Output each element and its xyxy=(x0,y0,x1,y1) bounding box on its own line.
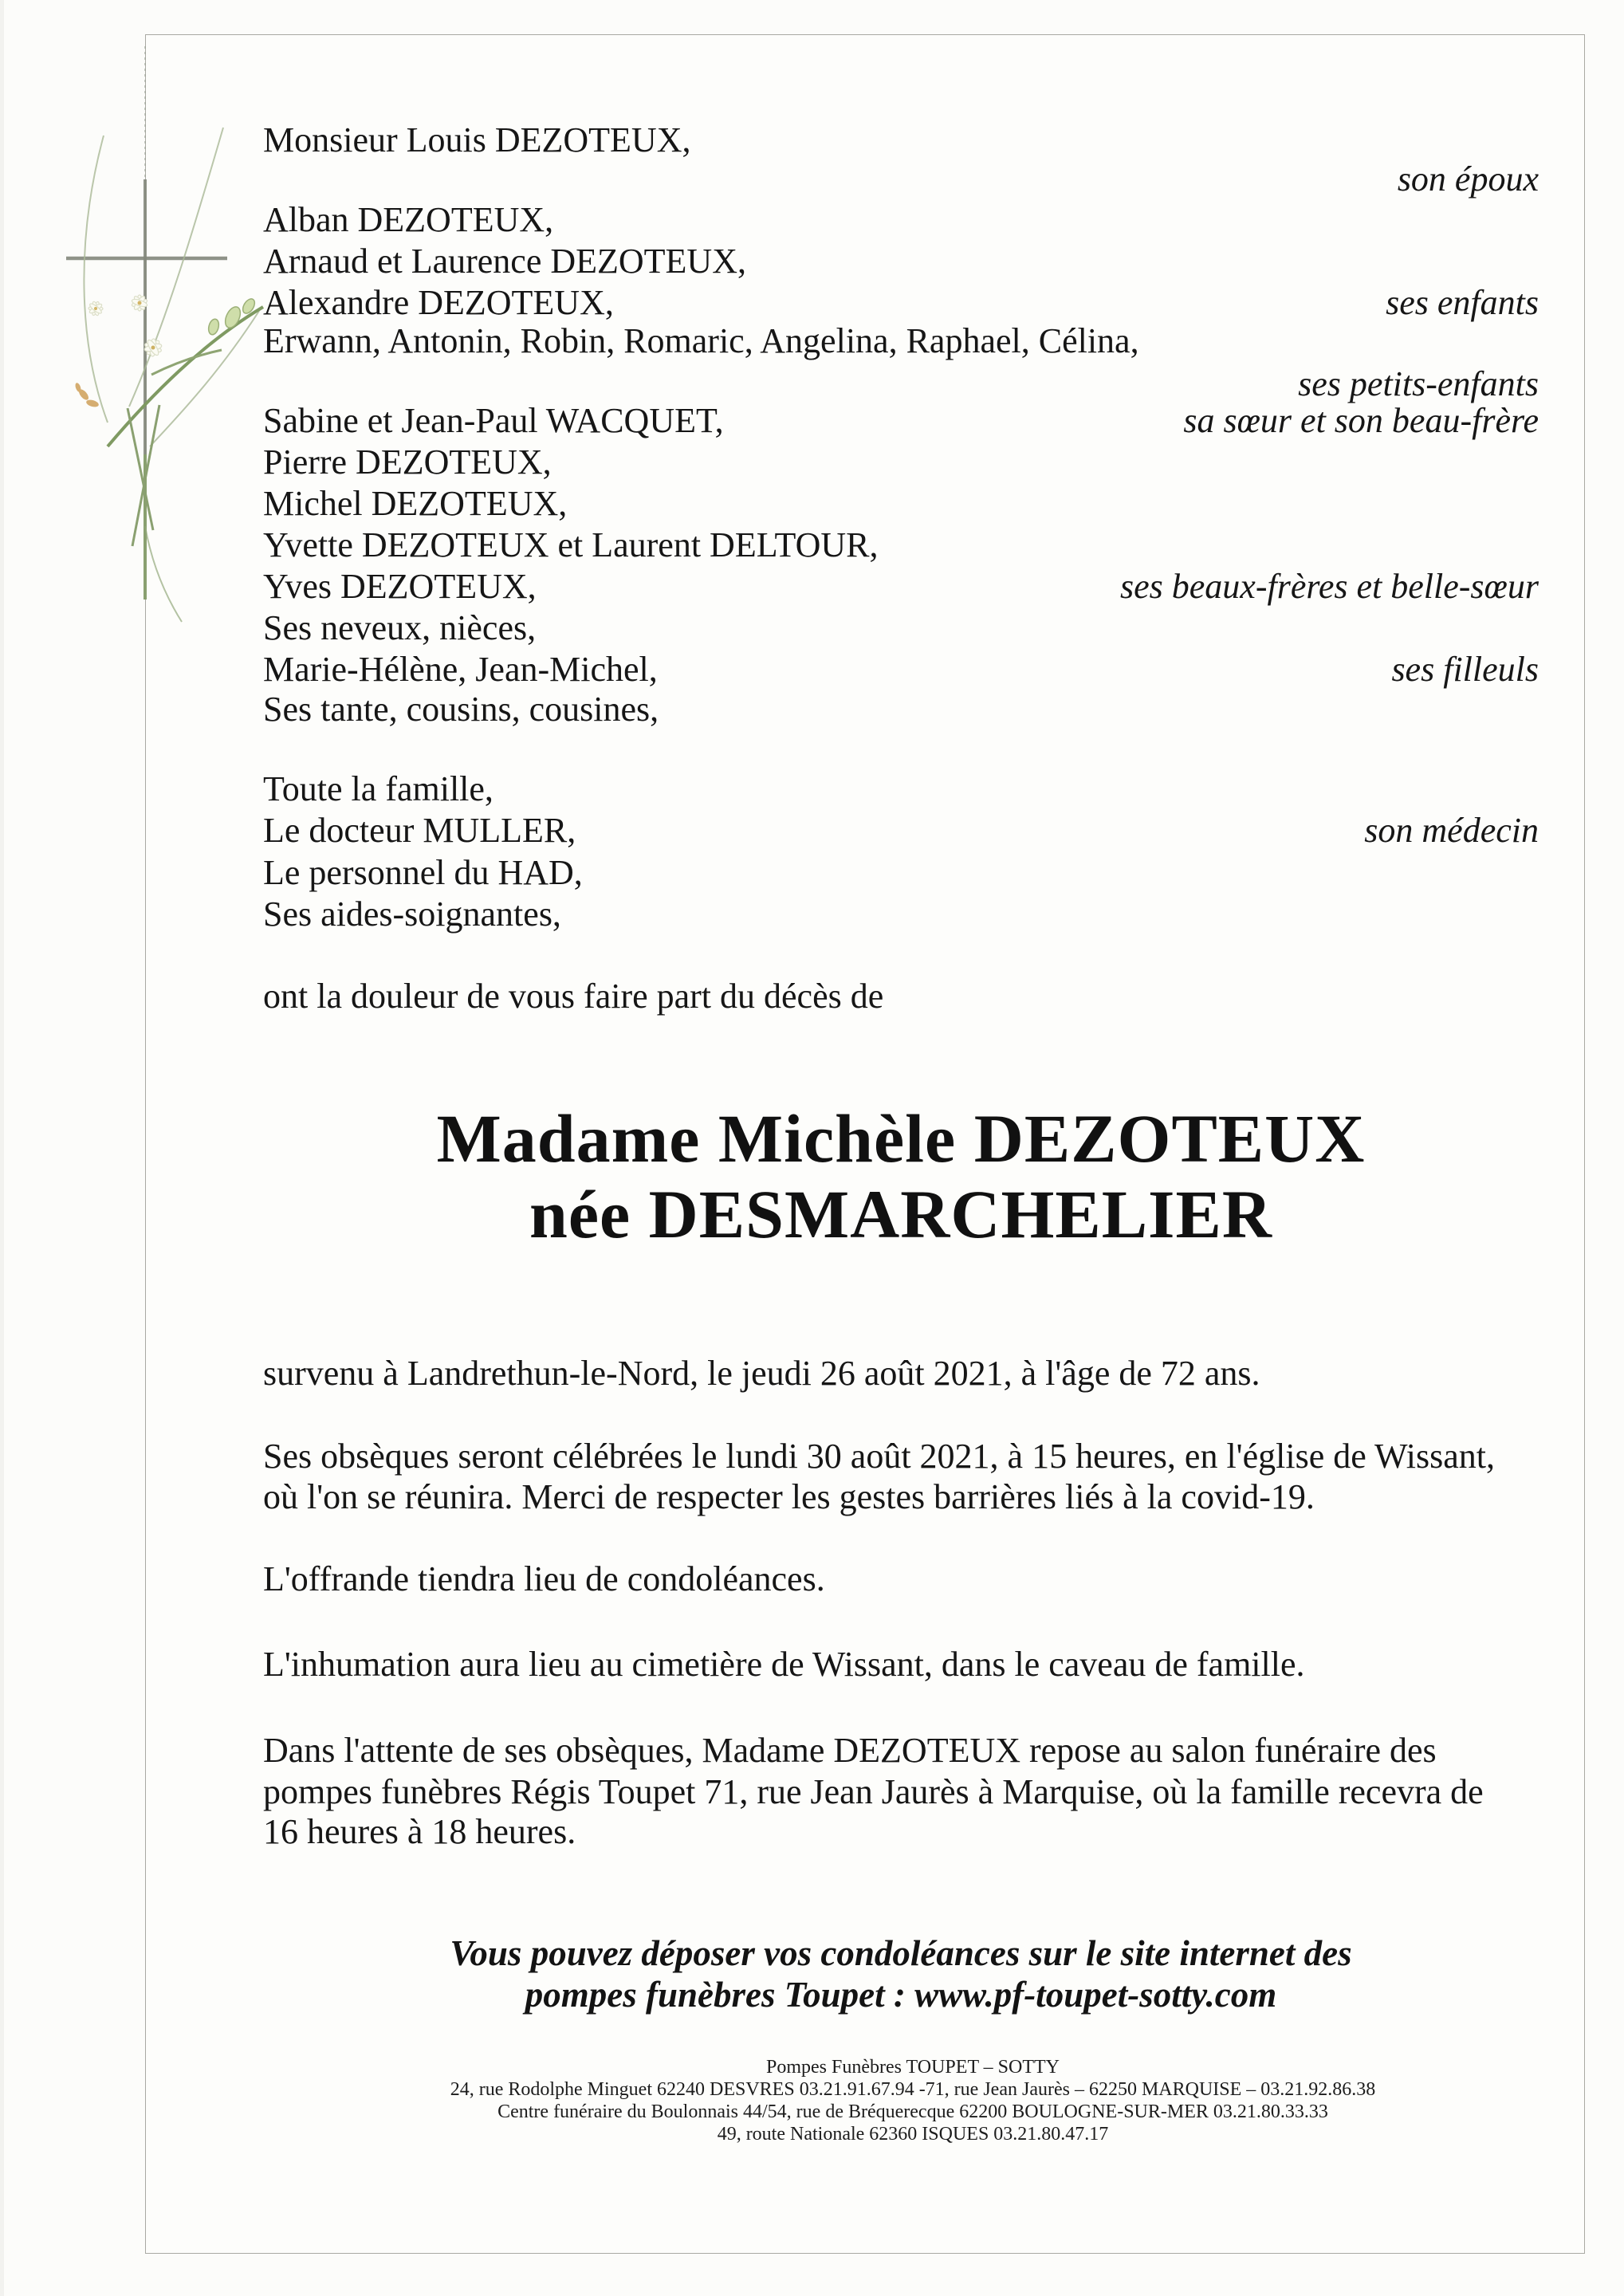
funeral-details-line: où l'on se réunira. Merci de respecter les gestes barrières liés à la covid-19. xyxy=(263,1477,1315,1516)
family-line xyxy=(263,770,1539,808)
family-line xyxy=(263,609,1539,647)
burial-line: L'inhumation aura lieu au cimetière de Wissant, dans le caveau de famille. xyxy=(263,1645,1305,1684)
deceased-maiden-name: née DESMARCHELIER xyxy=(529,1176,1272,1252)
family-member: Ses aides-soignantes, xyxy=(263,894,561,934)
family-line xyxy=(263,526,1539,564)
family-line xyxy=(263,201,1539,239)
relation-label: ses filleuls xyxy=(1391,650,1539,689)
family-line xyxy=(263,895,1539,934)
family-line xyxy=(263,651,1539,689)
family-member: Pierre DEZOTEUX, xyxy=(263,442,552,482)
family-line xyxy=(263,160,1539,199)
deceased-name: Madame Michèle DEZOTEUX xyxy=(436,1100,1366,1177)
repose-line: pompes funèbres Régis Toupet 71, rue Jean Jaurès à Marquise, où la famille recevra de xyxy=(263,1772,1484,1811)
family-member: Erwann, Antonin, Robin, Romaric, Angelina, Raphael, Célina, xyxy=(263,321,1139,360)
family-line xyxy=(263,443,1539,482)
family-line xyxy=(263,568,1539,606)
family-line xyxy=(263,402,1539,440)
family-line xyxy=(263,365,1539,403)
funeral-home-address: 49, route Nationale 62360 ISQUES 03.21.80.47.17 xyxy=(717,2124,1109,2145)
funeral-home-address: 24, rue Rodolphe Minguet 62240 DESVRES 03.21.91.67.94 -71, rue Jean Jaurès – 62250 MARQUISE – 03.21.92.86.38 xyxy=(450,2079,1376,2100)
family-line xyxy=(263,485,1539,523)
family-member: Yves DEZOTEUX, xyxy=(263,567,537,606)
death-details-line: survenu à Landrethun-le-Nord, le jeudi 26 août 2021, à l'âge de 72 ans. xyxy=(263,1354,1260,1393)
family-member: Michel DEZOTEUX, xyxy=(263,484,568,523)
funeral-home-name: Pompes Funèbres TOUPET – SOTTY xyxy=(765,2057,1060,2078)
repose-line: Dans l'attente de ses obsèques, Madame DEZOTEUX repose au salon funéraire des xyxy=(263,1731,1437,1770)
relation-label: son médecin xyxy=(1364,811,1539,850)
family-member: Monsieur Louis DEZOTEUX, xyxy=(263,120,691,159)
family-line xyxy=(263,121,1539,159)
relation-label: ses petits-enfants xyxy=(1298,364,1539,403)
condolence-website-line: pompes funèbres Toupet : www.pf-toupet-sotty.com xyxy=(525,1975,1277,2015)
funeral-home-address: Centre funéraire du Boulonnais 44/54, rue de Bréquerecque 62200 BOULOGNE-SUR-MER 03.21.80.33.33 xyxy=(497,2101,1328,2122)
family-line xyxy=(263,242,1539,281)
announcement-line: ont la douleur de vous faire part du décès de xyxy=(263,977,884,1016)
relation-label: ses beaux-frères et belle-sœur xyxy=(1119,567,1539,606)
family-member: Le personnel du HAD, xyxy=(263,853,583,892)
family-member: Marie-Hélène, Jean-Michel, xyxy=(263,650,658,689)
family-line xyxy=(263,854,1539,892)
relation-label: sa sœur et son beau-frère xyxy=(1183,401,1539,440)
repose-line: 16 heures à 18 heures. xyxy=(263,1812,576,1851)
family-member: Ses tante, cousins, cousines, xyxy=(263,690,659,729)
family-member: Alban DEZOTEUX, xyxy=(263,200,554,239)
family-member: Alexandre DEZOTEUX, xyxy=(263,283,614,322)
family-member: Le docteur MULLER, xyxy=(263,811,576,850)
family-member: Yvette DEZOTEUX et Laurent DELTOUR, xyxy=(263,525,879,564)
family-member: Toute la famille, xyxy=(263,769,493,808)
family-member: Ses neveux, nièces, xyxy=(263,608,537,647)
relation-label: ses enfants xyxy=(1386,283,1539,322)
condolence-note-line: Vous pouvez déposer vos condoléances sur le site internet des xyxy=(450,1933,1352,1973)
funeral-details-line: Ses obsèques seront célébrées le lundi 30 août 2021, à 15 heures, en l'église de Wissant, xyxy=(263,1437,1495,1476)
family-line xyxy=(263,322,1539,360)
family-line xyxy=(263,690,1539,729)
family-member: Arnaud et Laurence DEZOTEUX, xyxy=(263,242,746,281)
family-member: Sabine et Jean-Paul WACQUET, xyxy=(263,401,724,440)
family-line xyxy=(263,284,1539,322)
offering-line: L'offrande tiendra lieu de condoléances. xyxy=(263,1559,825,1598)
family-line xyxy=(263,812,1539,850)
relation-label: son époux xyxy=(1397,159,1539,199)
